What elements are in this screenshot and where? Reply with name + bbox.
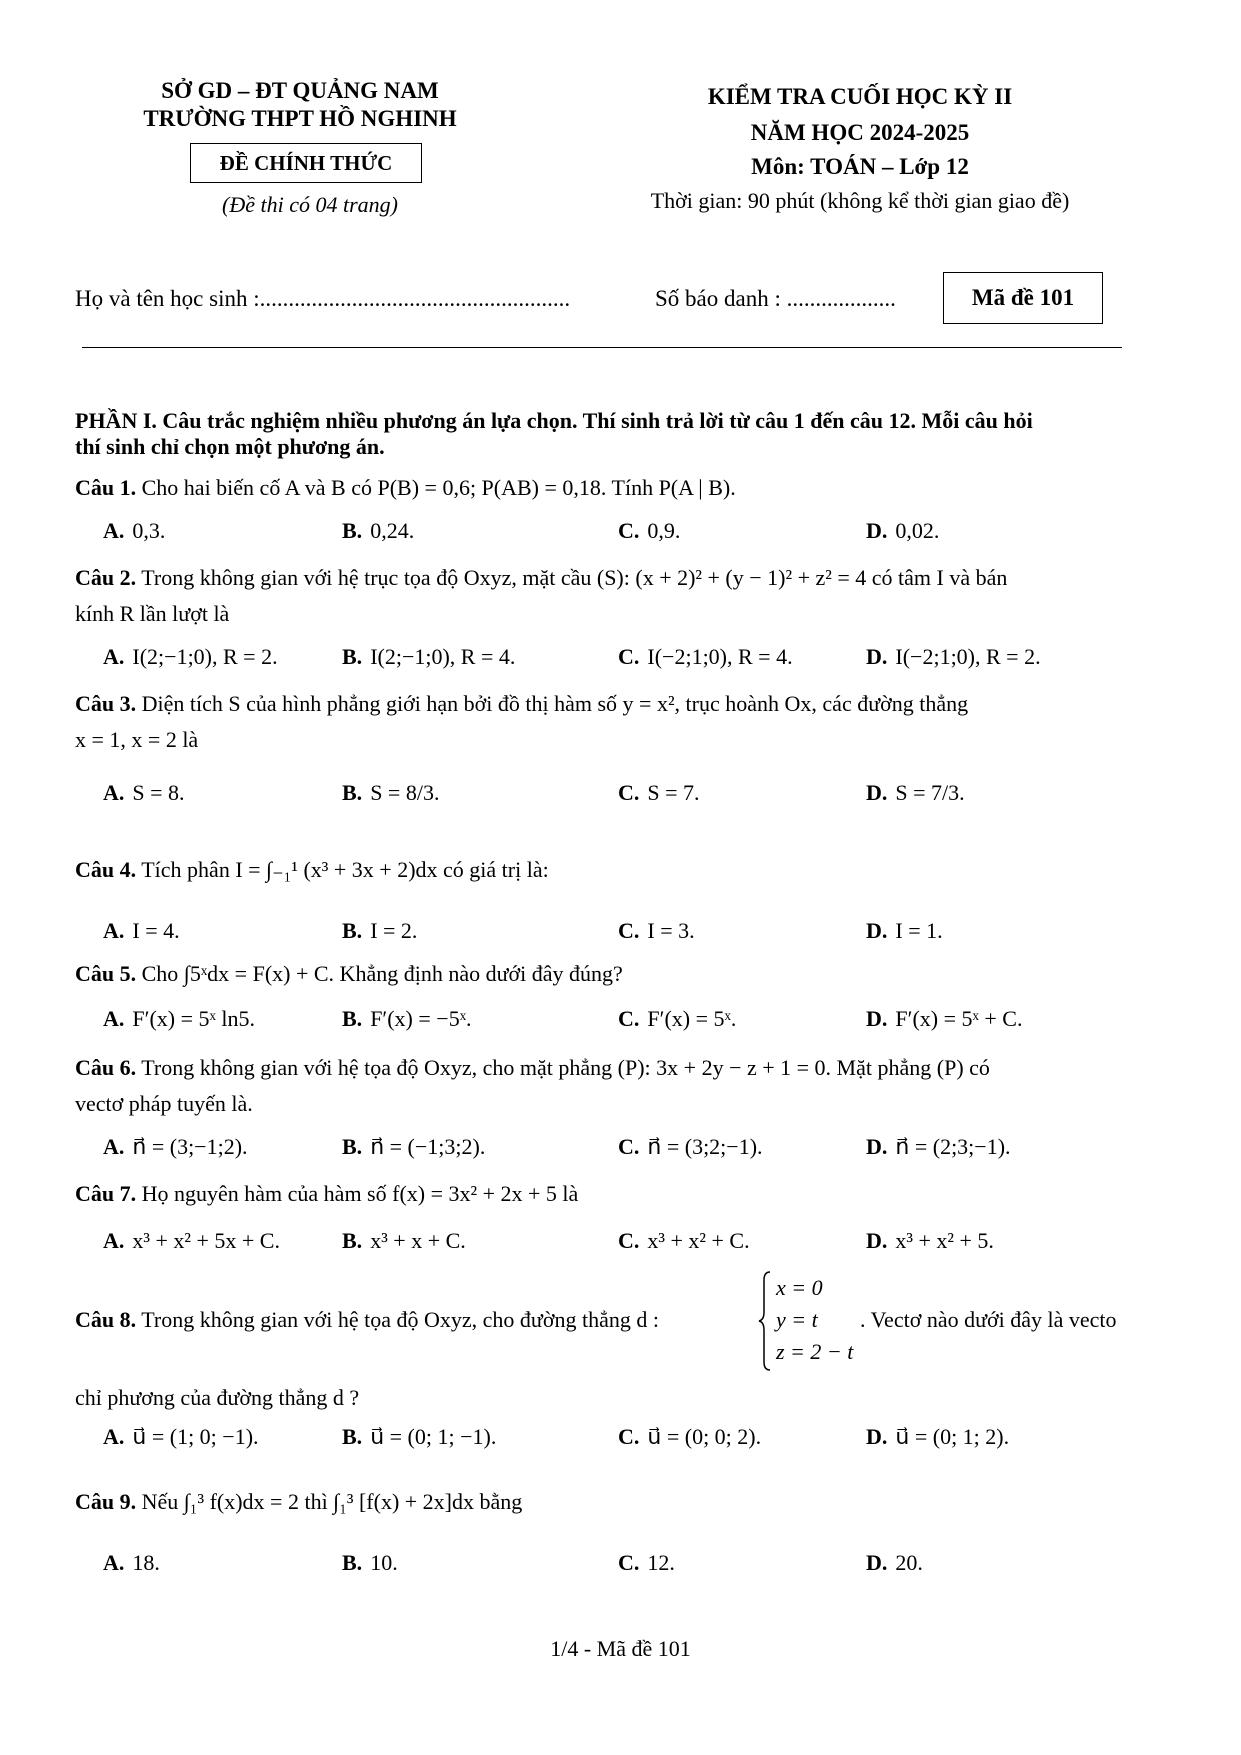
option-value: S = 7/3.: [895, 780, 965, 805]
question-6: [75, 1050, 1170, 1086]
part1-title-cont: thí sinh chỉ chọn một phương án.: [75, 434, 385, 459]
question-8-after: . Vectơ nào dưới đây là vecto: [860, 1307, 1117, 1332]
q1-option-c[interactable]: [618, 518, 680, 544]
option-value: 10.: [370, 1550, 398, 1575]
q6-option-b[interactable]: [342, 1134, 485, 1160]
option-value: n⃗ = (−1;3;2).: [370, 1134, 486, 1159]
page-footer: 1/4 - Mã đề 101: [550, 1636, 691, 1661]
q5-option-a[interactable]: [103, 1006, 255, 1032]
system-eq-2: y = t: [776, 1307, 818, 1332]
option-value: I(−2;1;0), R = 4.: [647, 644, 793, 669]
school-name: TRƯỜNG THPT HỒ NGHINH: [143, 106, 457, 131]
q6-option-d[interactable]: [866, 1134, 1011, 1160]
system-eq-1: x = 0: [776, 1275, 823, 1300]
q1-option-d[interactable]: [866, 518, 939, 544]
option-value: x³ + x² + C.: [647, 1228, 750, 1253]
q7-option-b[interactable]: [342, 1228, 466, 1254]
q3-option-b[interactable]: [342, 780, 439, 806]
option-key: B.: [342, 1006, 363, 1031]
option-key: B.: [342, 644, 363, 669]
question-label: Câu 9.: [75, 1489, 137, 1514]
option-value: 0,24.: [370, 518, 415, 543]
system-eq-3: z = 2 − t: [776, 1339, 854, 1364]
q7-option-d[interactable]: [866, 1228, 994, 1254]
question-5: [75, 956, 1170, 992]
option-value: I = 4.: [132, 918, 180, 943]
option-key: B.: [342, 918, 363, 943]
question-label: Câu 1.: [75, 475, 137, 500]
option-value: u⃗ = (0; 0; 2).: [647, 1424, 762, 1449]
q9-option-c[interactable]: [618, 1550, 675, 1576]
q6-option-a[interactable]: [103, 1134, 248, 1160]
q3-option-d[interactable]: [866, 780, 965, 806]
question-text: Tích phân I = ∫₋₁¹ (x³ + 3x + 2)dx có giá trị là:: [141, 857, 549, 882]
option-key: D.: [866, 780, 888, 805]
option-value: 12.: [647, 1550, 675, 1575]
option-value: 20.: [895, 1550, 923, 1575]
question-3: [75, 686, 1170, 722]
student-name-field[interactable]: Họ và tên học sinh :......................................................: [75, 286, 571, 311]
q2-option-d[interactable]: [866, 644, 1041, 670]
option-key: C.: [618, 918, 640, 943]
question-text: x = 1, x = 2 là: [75, 727, 199, 752]
option-value: n⃗ = (2;3;−1).: [895, 1134, 1011, 1159]
option-value: u⃗ = (0; 1; 2).: [895, 1424, 1010, 1449]
question-text: Cho hai biến cố A và B có P(B) = 0,6; P(AB) = 0,18. Tính P(A | B).: [141, 475, 736, 500]
option-key: A.: [103, 644, 125, 669]
question-text: kính R lần lượt là: [75, 601, 230, 626]
option-value: S = 7.: [647, 780, 700, 805]
q4-option-b[interactable]: [342, 918, 417, 944]
q4-option-a[interactable]: [103, 918, 180, 944]
school-dept: SỞ GD – ĐT QUẢNG NAM: [161, 78, 439, 103]
option-key: D.: [866, 518, 888, 543]
question-1: [75, 470, 1170, 506]
option-value: u⃗ = (1; 0; −1).: [132, 1424, 259, 1449]
option-key: C.: [618, 780, 640, 805]
option-key: D.: [866, 1228, 888, 1253]
question-text: chỉ phương của đường thẳng d ?: [75, 1385, 360, 1410]
option-value: I(2;−1;0), R = 2.: [132, 644, 278, 669]
option-value: n⃗ = (3;−1;2).: [132, 1134, 248, 1159]
option-value: F′(x) = −5ˣ.: [370, 1006, 472, 1031]
left-brace-icon: [758, 1270, 772, 1372]
question-6-cont: [75, 1086, 1170, 1122]
option-key: B.: [342, 1550, 363, 1575]
question-label: Câu 2.: [75, 565, 137, 590]
part1-title: PHẦN I. Câu trắc nghiệm nhiều phương án lựa chọn. Thí sinh trả lời từ câu 1 đến câu 12. Mỗi câu hỏi: [75, 408, 1033, 433]
option-key: B.: [342, 780, 363, 805]
q5-option-d[interactable]: [866, 1006, 1022, 1032]
option-value: S = 8.: [132, 780, 185, 805]
option-key: B.: [342, 518, 363, 543]
question-3-cont: [75, 722, 1170, 758]
option-key: A.: [103, 918, 125, 943]
question-text: vectơ pháp tuyến là.: [75, 1091, 253, 1116]
q5-option-b[interactable]: [342, 1006, 472, 1032]
official-label: ĐỀ CHÍNH THỨC: [190, 143, 422, 183]
option-value: I = 2.: [370, 918, 418, 943]
question-text: Nếu ∫₁³ f(x)dx = 2 thì ∫₁³ [f(x) + 2x]dx bằng: [141, 1489, 523, 1514]
q2-option-c[interactable]: [618, 644, 793, 670]
q8-option-a[interactable]: [103, 1424, 259, 1450]
divider: [82, 347, 1122, 348]
option-key: B.: [342, 1424, 363, 1449]
question-label: Câu 8.: [75, 1307, 137, 1332]
option-key: D.: [866, 1134, 888, 1159]
question-4: [75, 852, 1170, 888]
q1-option-b[interactable]: [342, 518, 414, 544]
q8-option-c[interactable]: [618, 1424, 761, 1450]
option-value: 18.: [132, 1550, 160, 1575]
option-key: A.: [103, 1228, 125, 1253]
option-value: I(2;−1;0), R = 4.: [370, 644, 516, 669]
option-key: A.: [103, 518, 125, 543]
option-key: D.: [866, 1550, 888, 1575]
option-value: F′(x) = 5ˣ + C.: [895, 1006, 1023, 1031]
subject: Môn: TOÁN – Lớp 12: [751, 154, 969, 179]
question-text: Diện tích S của hình phẳng giới hạn bởi đồ thị hàm số y = x², trục hoành Ox, các đường thẳng: [141, 691, 969, 716]
question-text: Trong không gian với hệ tọa độ Oxyz, cho đường thẳng d :: [141, 1307, 659, 1332]
option-value: I(−2;1;0), R = 2.: [895, 644, 1041, 669]
question-label: Câu 4.: [75, 857, 137, 882]
option-value: 0,9.: [647, 518, 681, 543]
question-label: Câu 5.: [75, 961, 137, 986]
q7-option-a[interactable]: [103, 1228, 280, 1254]
q2-option-a[interactable]: [103, 644, 278, 670]
q9-option-d[interactable]: [866, 1550, 923, 1576]
question-8: [75, 1302, 659, 1338]
question-text: Cho ∫5ˣdx = F(x) + C. Khẳng định nào dưới đây đúng?: [141, 961, 623, 986]
q3-option-c[interactable]: [618, 780, 700, 806]
option-key: A.: [103, 1134, 125, 1159]
question-8-cont: [75, 1380, 1170, 1416]
option-value: n⃗ = (3;2;−1).: [647, 1134, 763, 1159]
exam-code-box: Mã đề 101: [943, 272, 1103, 324]
option-key: D.: [866, 1424, 888, 1449]
q3-option-a[interactable]: [103, 780, 185, 806]
option-value: u⃗ = (0; 1; −1).: [370, 1424, 497, 1449]
question-text: Trong không gian với hệ trục tọa độ Oxyz, mặt cầu (S): (x + 2)² + (y − 1)² + z² = 4 có tâm I và bán: [141, 565, 1008, 590]
q9-option-a[interactable]: [103, 1550, 160, 1576]
q2-option-b[interactable]: [342, 644, 515, 670]
option-key: C.: [618, 518, 640, 543]
option-key: C.: [618, 1550, 640, 1575]
q6-option-c[interactable]: [618, 1134, 763, 1160]
q9-option-b[interactable]: [342, 1550, 398, 1576]
option-key: C.: [618, 1228, 640, 1253]
q8-option-d[interactable]: [866, 1424, 1009, 1450]
q1-option-a[interactable]: [103, 518, 165, 544]
pages-note: (Đề thi có 04 trang): [222, 192, 398, 217]
option-key: C.: [618, 1134, 640, 1159]
option-key: D.: [866, 644, 888, 669]
q4-option-c[interactable]: [618, 918, 695, 944]
option-key: A.: [103, 1550, 125, 1575]
option-key: D.: [866, 918, 888, 943]
option-value: 0,02.: [895, 518, 940, 543]
option-value: F′(x) = 5ˣ.: [647, 1006, 737, 1031]
q7-option-c[interactable]: [618, 1228, 750, 1254]
option-value: x³ + x² + 5x + C.: [132, 1228, 280, 1253]
option-key: A.: [103, 780, 125, 805]
question-label: Câu 6.: [75, 1055, 137, 1080]
option-value: 0,3.: [132, 518, 166, 543]
q4-option-d[interactable]: [866, 918, 943, 944]
student-id-field[interactable]: Số báo danh : ...................: [655, 286, 896, 311]
question-9: [75, 1484, 1170, 1520]
q8-option-b[interactable]: [342, 1424, 496, 1450]
question-7: [75, 1176, 1170, 1212]
option-key: B.: [342, 1134, 363, 1159]
question-text: Họ nguyên hàm của hàm số f(x) = 3x² + 2x + 5 là: [141, 1181, 579, 1206]
option-key: A.: [103, 1424, 125, 1449]
option-value: I = 3.: [647, 918, 695, 943]
question-2-cont: [75, 596, 1170, 632]
question-label: Câu 3.: [75, 691, 137, 716]
option-value: I = 1.: [895, 918, 943, 943]
question-text: Trong không gian với hệ tọa độ Oxyz, cho mặt phẳng (P): 3x + 2y − z + 1 = 0. Mặt phẳng (P) có: [141, 1055, 990, 1080]
option-value: x³ + x² + 5.: [895, 1228, 994, 1253]
option-key: C.: [618, 1424, 640, 1449]
option-key: D.: [866, 1006, 888, 1031]
option-key: A.: [103, 1006, 125, 1031]
school-year: NĂM HỌC 2024-2025: [750, 120, 970, 145]
time-limit: Thời gian: 90 phút (không kể thời gian giao đề): [650, 188, 1070, 213]
option-key: C.: [618, 644, 640, 669]
question-2: [75, 560, 1170, 596]
exam-title: KIỂM TRA CUỐI HỌC KỲ II: [707, 84, 1013, 109]
option-key: C.: [618, 1006, 640, 1031]
option-value: x³ + x + C.: [370, 1228, 466, 1253]
option-value: S = 8/3.: [370, 780, 440, 805]
q5-option-c[interactable]: [618, 1006, 736, 1032]
option-value: F′(x) = 5ˣ ln5.: [132, 1006, 255, 1031]
option-key: B.: [342, 1228, 363, 1253]
question-label: Câu 7.: [75, 1181, 137, 1206]
